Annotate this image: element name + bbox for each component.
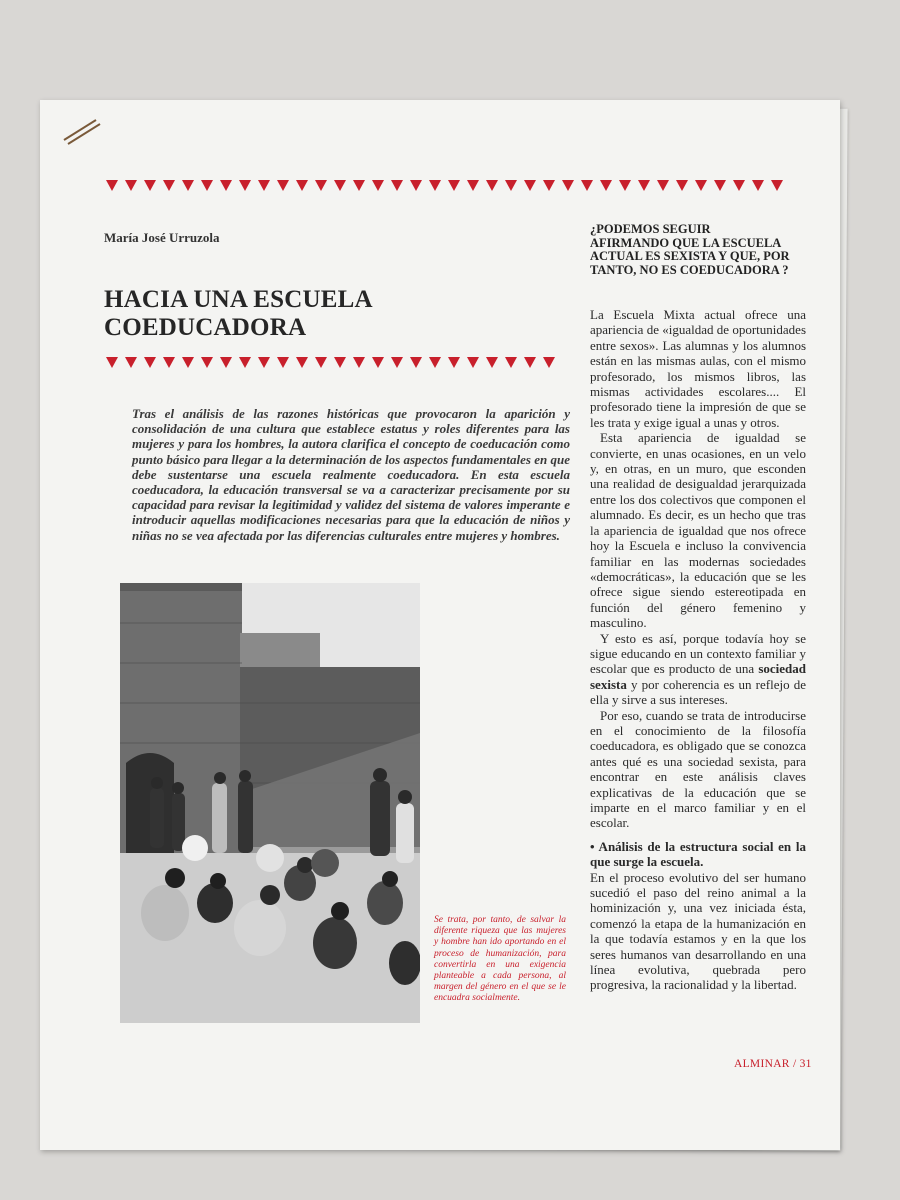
author-name: María José Urruzola bbox=[104, 230, 220, 245]
paragraph-3-end: y por coherencia es un reflejo de ella y sirve a sus intereses. bbox=[590, 676, 806, 708]
magazine-page bbox=[40, 100, 840, 1150]
paper-clip-mark bbox=[62, 116, 102, 146]
section-heading: ¿PODEMOS SEGUIR AFIRMANDO QUE LA ESCUELA ACTUAL ES SEXISTA Y QUE, POR TANTO, NO ES COEDUCADORA ? bbox=[590, 222, 790, 277]
subsection-heading: • Análisis de la estructura social en la que surge la escuela. bbox=[590, 838, 806, 870]
paragraph-3-start: Y esto es así, porque todavía hoy se sigue educando en un contexto familiar y escolar que es producto de una bbox=[590, 630, 806, 677]
article-photo bbox=[120, 583, 420, 1023]
paragraph-5: En el proceso evolutivo del ser humano sucedió el paso del reino animal a la hominización y, una vez iniciada ésta, comenzó la etapa de la humanización en la que todavía estamos y en la que los seres humanos van desarrollando en una línea evolutiva, quebrada pero progresiva, la racionalidad y la libertad. bbox=[590, 869, 806, 993]
article-title: HACIA UNA ESCUELA COEDUCADORA bbox=[104, 286, 372, 341]
paragraph-2: Esta apariencia de igualdad se convierte, en unas ocasiones, en un velo y, en otras, en un muro, que esconden una realidad de desigualdad jerarquizada entre los dos colectivos que componen el alumnado. Es decir, es un hecho que tras la apariencia de igualdad que nos ofrece hoy la Escuela e incluso la convivencia familiar en las modernas sociedades «democráticas», la educación que se les ofrece sigue siendo estereotipada en función del género femenino y masculino. bbox=[590, 430, 806, 631]
paragraph-3-emphasis: sociedad sexista bbox=[590, 661, 806, 692]
paragraph-1: La Escuela Mixta actual ofrece una apariencia de «igualdad de oportunidades entre sexos». Las alumnas y los alumnos están en las mismas aulas, con el mismo profesorado, los mismos libros, las mismas actividades escolares.... El profesorado tiene la impresión de que se les trata y exige igual a unas y otros. bbox=[590, 307, 806, 430]
right-column-body bbox=[590, 307, 806, 993]
photo-caption: Se trata, por tanto, de salvar la diferente riqueza que las mujeres y hombre han ido aportando en el proceso de humanización, para convertirla en una exigencia planteable a cada persona, al margen del género en el que se le encuadra socialmente. bbox=[434, 915, 566, 1004]
paragraph-4: Por eso, cuando se trata de introducirse en el conocimiento de la filosofía coeducadora, es obligado que se conozca antes qué es una sociedad sexista, para encontrar en este análisis claves explicativas de la educación que se imparte en el marco familiar y en el escolar. bbox=[590, 707, 806, 831]
decorative-triangle-border-top bbox=[106, 180, 783, 191]
decorative-triangle-border-middle bbox=[106, 357, 555, 368]
page-folio: ALMINAR / 31 bbox=[734, 1058, 812, 1070]
article-abstract: Tras el análisis de las razones históricas que provocaron la aparición y consolidación de una cultura que establece estatus y roles diferentes para las mujeres y para los hombres, la autora clarifica el concepto de coeducación como punto básico para llegar a la determinación de los aspectos fundamentales en que debe sustentarse una escuela realmente coeducadora. En esta escuela coeducadora, la educación transversal se va a caracterizar precisamente por su capacidad para revisar la legitimidad y validez del sistema de valores imperante e introducir aquellas modificaciones necesarias para que la educación de niños y niñas no se vea afectada por las diferencias culturales entre mujeres y hombres. bbox=[132, 406, 570, 543]
paragraph-3 bbox=[590, 631, 806, 708]
